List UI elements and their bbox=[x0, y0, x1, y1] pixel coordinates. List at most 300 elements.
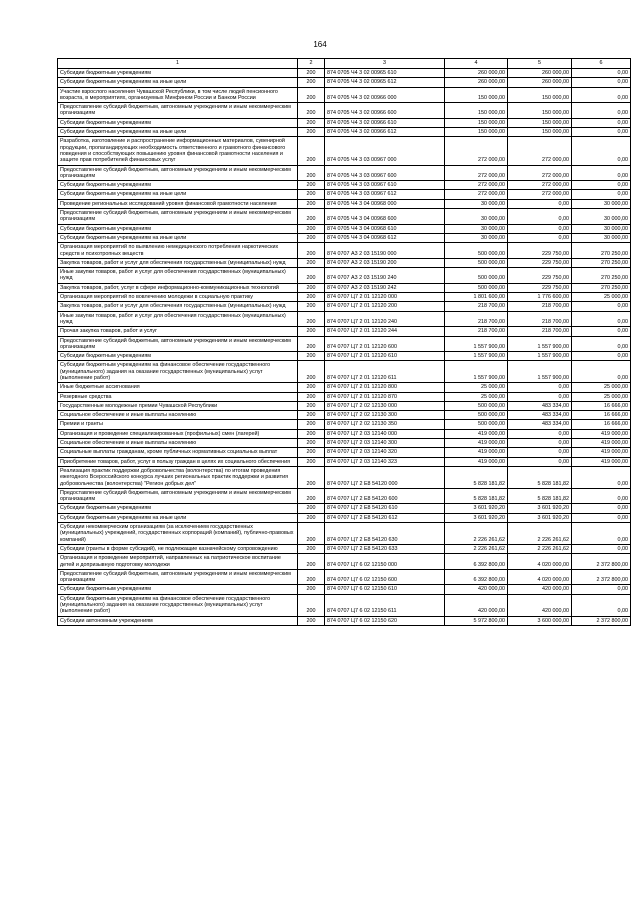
row-executed-amount-cell: 483 334,00 bbox=[508, 420, 572, 429]
table-row bbox=[58, 554, 631, 570]
row-unexecuted-amount-cell: 30 000,00 bbox=[572, 233, 631, 242]
table-row bbox=[58, 69, 631, 78]
row-executed-amount-cell: 272 000,00 bbox=[508, 181, 572, 190]
row-admin-code-cell: 200 bbox=[298, 336, 325, 352]
row-planned-amount-cell: 1 557 900,00 bbox=[445, 336, 508, 352]
row-name-cell: Субсидии автономным учреждениям bbox=[58, 616, 298, 625]
row-executed-amount-cell: 229 750,00 bbox=[508, 243, 572, 259]
row-budget-code-cell: 874 0707 А3 2 03 15190 242 bbox=[325, 283, 445, 292]
row-executed-amount-cell: 218 700,00 bbox=[508, 327, 572, 336]
row-admin-code-cell: 200 bbox=[298, 401, 325, 410]
row-unexecuted-amount-cell: 0,00 bbox=[572, 544, 631, 553]
row-executed-amount-cell: 5 828 181,82 bbox=[508, 466, 572, 488]
table-row bbox=[58, 181, 631, 190]
row-name-cell: Субсидии бюджетным учреждениям bbox=[58, 504, 298, 513]
table-row bbox=[58, 523, 631, 545]
row-budget-code-cell: 874 0707 Ц7 2 Е8 54120 630 bbox=[325, 523, 445, 545]
row-budget-code-cell: 874 0705 Ч4 3 04 00968 610 bbox=[325, 224, 445, 233]
row-budget-code-cell: 874 0707 А3 2 03 15190 200 bbox=[325, 258, 445, 267]
row-unexecuted-amount-cell: 2 372 800,00 bbox=[572, 616, 631, 625]
row-executed-amount-cell: 150 000,00 bbox=[508, 128, 572, 137]
table-row bbox=[58, 311, 631, 327]
table-row bbox=[58, 336, 631, 352]
row-admin-code-cell: 200 bbox=[298, 78, 325, 87]
row-budget-code-cell: 874 0707 Ц7 2 Е8 54120 612 bbox=[325, 513, 445, 522]
table-row bbox=[58, 283, 631, 292]
row-executed-amount-cell: 150 000,00 bbox=[508, 103, 572, 119]
row-budget-code-cell: 874 0707 Ц7 2 01 12120 240 bbox=[325, 311, 445, 327]
row-executed-amount-cell: 420 000,00 bbox=[508, 585, 572, 594]
row-name-cell: Организация и проведение мероприятий, направленных на патриотическое воспитание детей и допризывную подготовку молодежи bbox=[58, 554, 298, 570]
row-admin-code-cell: 200 bbox=[298, 327, 325, 336]
table-row bbox=[58, 293, 631, 302]
row-executed-amount-cell: 2 226 261,62 bbox=[508, 544, 572, 553]
row-admin-code-cell: 200 bbox=[298, 361, 325, 383]
row-name-cell: Организация мероприятий по выявлению немедицинского потребления наркотических средств и психотропных веществ bbox=[58, 243, 298, 259]
row-planned-amount-cell: 419 000,00 bbox=[445, 448, 508, 457]
row-budget-code-cell: 874 0705 Ч4 3 04 00968 612 bbox=[325, 233, 445, 242]
row-planned-amount-cell: 1 557 900,00 bbox=[445, 361, 508, 383]
row-planned-amount-cell: 500 000,00 bbox=[445, 420, 508, 429]
row-executed-amount-cell: 0,00 bbox=[508, 457, 572, 466]
row-unexecuted-amount-cell: 270 250,00 bbox=[572, 243, 631, 259]
row-admin-code-cell: 200 bbox=[298, 69, 325, 78]
row-name-cell: Предоставление субсидий бюджетным, автономным учреждениям и иным некоммерческим организациям bbox=[58, 336, 298, 352]
row-budget-code-cell: 874 0705 Ч4 3 03 00967 610 bbox=[325, 181, 445, 190]
row-executed-amount-cell: 0,00 bbox=[508, 448, 572, 457]
table-row bbox=[58, 457, 631, 466]
header-cell: 5 bbox=[508, 59, 572, 69]
row-planned-amount-cell: 30 000,00 bbox=[445, 233, 508, 242]
row-unexecuted-amount-cell: 16 666,00 bbox=[572, 401, 631, 410]
row-planned-amount-cell: 500 000,00 bbox=[445, 243, 508, 259]
row-budget-code-cell: 874 0707 Ц7 2 02 12130 350 bbox=[325, 420, 445, 429]
row-unexecuted-amount-cell: 30 000,00 bbox=[572, 209, 631, 225]
row-budget-code-cell: 874 0707 Ц7 2 02 12130 300 bbox=[325, 411, 445, 420]
row-budget-code-cell: 874 0707 Ц7 2 Е8 54120 600 bbox=[325, 488, 445, 504]
row-name-cell: Предоставление субсидий бюджетным, автономным учреждениям и иным некоммерческим организациям bbox=[58, 488, 298, 504]
row-executed-amount-cell: 0,00 bbox=[508, 233, 572, 242]
row-admin-code-cell: 200 bbox=[298, 352, 325, 361]
row-admin-code-cell: 200 bbox=[298, 165, 325, 181]
row-name-cell: Предоставление субсидий бюджетным, автономным учреждениям и иным некоммерческим организациям bbox=[58, 209, 298, 225]
table-row bbox=[58, 411, 631, 420]
row-admin-code-cell: 200 bbox=[298, 181, 325, 190]
row-name-cell: Субсидии бюджетным учреждениям bbox=[58, 118, 298, 127]
row-budget-code-cell: 874 0707 Ц7 2 01 12120 611 bbox=[325, 361, 445, 383]
row-unexecuted-amount-cell: 0,00 bbox=[572, 361, 631, 383]
row-unexecuted-amount-cell: 0,00 bbox=[572, 69, 631, 78]
row-unexecuted-amount-cell: 0,00 bbox=[572, 594, 631, 616]
row-executed-amount-cell: 483 334,00 bbox=[508, 401, 572, 410]
row-planned-amount-cell: 420 000,00 bbox=[445, 594, 508, 616]
row-budget-code-cell: 874 0705 Ч4 3 02 00965 610 bbox=[325, 69, 445, 78]
row-unexecuted-amount-cell: 0,00 bbox=[572, 165, 631, 181]
row-planned-amount-cell: 260 000,00 bbox=[445, 69, 508, 78]
row-admin-code-cell: 200 bbox=[298, 293, 325, 302]
row-admin-code-cell: 200 bbox=[298, 103, 325, 119]
row-planned-amount-cell: 419 000,00 bbox=[445, 429, 508, 438]
row-budget-code-cell: 874 0707 Ц7 2 01 12120 610 bbox=[325, 352, 445, 361]
row-admin-code-cell: 200 bbox=[298, 383, 325, 392]
row-unexecuted-amount-cell: 270 250,00 bbox=[572, 258, 631, 267]
row-admin-code-cell: 200 bbox=[298, 233, 325, 242]
row-name-cell: Премии и гранты bbox=[58, 420, 298, 429]
row-executed-amount-cell: 272 000,00 bbox=[508, 190, 572, 199]
row-planned-amount-cell: 150 000,00 bbox=[445, 87, 508, 103]
row-name-cell: Субсидии бюджетным учреждениям bbox=[58, 69, 298, 78]
row-executed-amount-cell: 1 557 900,00 bbox=[508, 352, 572, 361]
row-name-cell: Организация мероприятий по вовлечению молодежи в социальную практику bbox=[58, 293, 298, 302]
row-admin-code-cell: 200 bbox=[298, 448, 325, 457]
row-name-cell: Участие взрослого населения Чувашской Республики, в том числе людей пенсионного возраста, в мероприятиях, организуемых Минфином России и Банком России bbox=[58, 87, 298, 103]
row-name-cell: Социальное обеспечение и иные выплаты населению bbox=[58, 439, 298, 448]
row-unexecuted-amount-cell: 25 000,00 bbox=[572, 293, 631, 302]
row-admin-code-cell: 200 bbox=[298, 439, 325, 448]
row-admin-code-cell: 200 bbox=[298, 457, 325, 466]
row-executed-amount-cell: 0,00 bbox=[508, 199, 572, 208]
row-executed-amount-cell: 3 601 920,20 bbox=[508, 513, 572, 522]
row-unexecuted-amount-cell: 16 666,00 bbox=[572, 420, 631, 429]
row-name-cell: Субсидии бюджетным учреждениям на финансовое обеспечение государственного (муниципального) задания на оказание государственных (муниципальных) услуг (выполнение работ) bbox=[58, 594, 298, 616]
row-name-cell: Проведение региональных исследований уровня финансовой грамотности населения bbox=[58, 199, 298, 208]
row-admin-code-cell: 200 bbox=[298, 513, 325, 522]
row-budget-code-cell: 874 0707 Ц7 2 01 12120 200 bbox=[325, 302, 445, 311]
row-budget-code-cell: 874 0707 Ц7 2 01 12120 800 bbox=[325, 383, 445, 392]
row-unexecuted-amount-cell: 419 000,00 bbox=[572, 448, 631, 457]
row-unexecuted-amount-cell: 0,00 bbox=[572, 523, 631, 545]
row-admin-code-cell: 200 bbox=[298, 466, 325, 488]
row-planned-amount-cell: 30 000,00 bbox=[445, 224, 508, 233]
row-name-cell: Иные бюджетные ассигнования bbox=[58, 383, 298, 392]
row-executed-amount-cell: 260 000,00 bbox=[508, 78, 572, 87]
row-budget-code-cell: 874 0707 Ц7 2 Е8 54120 633 bbox=[325, 544, 445, 553]
row-name-cell: Государственные молодежные премии Чувашской Республики bbox=[58, 401, 298, 410]
row-planned-amount-cell: 500 000,00 bbox=[445, 258, 508, 267]
row-name-cell: Организация и проведение специализированных (профильных) смен (лагерей) bbox=[58, 429, 298, 438]
row-executed-amount-cell: 0,00 bbox=[508, 392, 572, 401]
row-unexecuted-amount-cell: 16 666,00 bbox=[572, 411, 631, 420]
row-executed-amount-cell: 3 601 920,20 bbox=[508, 504, 572, 513]
table-row bbox=[58, 448, 631, 457]
header-cell: 2 bbox=[298, 59, 325, 69]
table-row bbox=[58, 190, 631, 199]
row-admin-code-cell: 200 bbox=[298, 268, 325, 284]
row-planned-amount-cell: 30 000,00 bbox=[445, 199, 508, 208]
table-row bbox=[58, 233, 631, 242]
table-row bbox=[58, 103, 631, 119]
row-planned-amount-cell: 218 700,00 bbox=[445, 327, 508, 336]
row-planned-amount-cell: 419 000,00 bbox=[445, 439, 508, 448]
row-admin-code-cell: 200 bbox=[298, 544, 325, 553]
row-executed-amount-cell: 150 000,00 bbox=[508, 87, 572, 103]
row-unexecuted-amount-cell: 0,00 bbox=[572, 128, 631, 137]
row-admin-code-cell: 200 bbox=[298, 488, 325, 504]
row-budget-code-cell: 874 0705 Ч4 3 03 00967 612 bbox=[325, 190, 445, 199]
row-unexecuted-amount-cell: 0,00 bbox=[572, 336, 631, 352]
row-budget-code-cell: 874 0707 Ц7 2 Е8 54120 610 bbox=[325, 504, 445, 513]
row-executed-amount-cell: 0,00 bbox=[508, 209, 572, 225]
table-row bbox=[58, 199, 631, 208]
row-unexecuted-amount-cell: 0,00 bbox=[572, 504, 631, 513]
row-name-cell: Субсидии бюджетным учреждениям bbox=[58, 224, 298, 233]
row-admin-code-cell: 200 bbox=[298, 594, 325, 616]
row-planned-amount-cell: 3 601 920,20 bbox=[445, 504, 508, 513]
row-executed-amount-cell: 5 828 181,82 bbox=[508, 488, 572, 504]
row-planned-amount-cell: 150 000,00 bbox=[445, 128, 508, 137]
row-budget-code-cell: 874 0707 Ц7 2 03 12140 000 bbox=[325, 429, 445, 438]
row-budget-code-cell: 874 0707 А3 2 03 15190 000 bbox=[325, 243, 445, 259]
header-cell: 3 bbox=[325, 59, 445, 69]
row-admin-code-cell: 200 bbox=[298, 523, 325, 545]
table-row bbox=[58, 594, 631, 616]
row-executed-amount-cell: 1 557 900,00 bbox=[508, 336, 572, 352]
table-row bbox=[58, 616, 631, 625]
row-unexecuted-amount-cell: 0,00 bbox=[572, 181, 631, 190]
row-unexecuted-amount-cell: 0,00 bbox=[572, 327, 631, 336]
table-row bbox=[58, 209, 631, 225]
row-admin-code-cell: 200 bbox=[298, 199, 325, 208]
row-name-cell: Субсидии бюджетным учреждениям bbox=[58, 352, 298, 361]
table-row bbox=[58, 504, 631, 513]
row-planned-amount-cell: 6 392 800,00 bbox=[445, 554, 508, 570]
row-planned-amount-cell: 272 000,00 bbox=[445, 137, 508, 165]
table-row bbox=[58, 361, 631, 383]
table-row bbox=[58, 585, 631, 594]
row-admin-code-cell: 200 bbox=[298, 209, 325, 225]
row-name-cell: Социальные выплаты гражданам, кроме публичных нормативных социальных выплат bbox=[58, 448, 298, 457]
row-unexecuted-amount-cell: 0,00 bbox=[572, 302, 631, 311]
row-unexecuted-amount-cell: 0,00 bbox=[572, 352, 631, 361]
row-name-cell: Реализация практик поддержки добровольчества (волонтерства) по итогам проведения ежегодного Всероссийского конкурса лучших региональных практик поддержки и развития добровольчества (волонтерства) "Регион добрых дел" bbox=[58, 466, 298, 488]
row-admin-code-cell: 200 bbox=[298, 243, 325, 259]
table-row bbox=[58, 383, 631, 392]
table-row bbox=[58, 78, 631, 87]
row-admin-code-cell: 200 bbox=[298, 585, 325, 594]
row-name-cell: Иные закупки товаров, работ и услуг для обеспечения государственных (муниципальных) нужд bbox=[58, 311, 298, 327]
row-budget-code-cell: 874 0707 Ц7 2 01 12120 870 bbox=[325, 392, 445, 401]
row-planned-amount-cell: 272 000,00 bbox=[445, 165, 508, 181]
row-admin-code-cell: 200 bbox=[298, 87, 325, 103]
table-row bbox=[58, 327, 631, 336]
row-executed-amount-cell: 150 000,00 bbox=[508, 118, 572, 127]
row-unexecuted-amount-cell: 419 000,00 bbox=[572, 429, 631, 438]
row-name-cell: Субсидии (гранты в форме субсидий), не подлежащие казначейскому сопровождению bbox=[58, 544, 298, 553]
row-executed-amount-cell: 4 020 000,00 bbox=[508, 554, 572, 570]
row-executed-amount-cell: 229 750,00 bbox=[508, 268, 572, 284]
row-executed-amount-cell: 1 557 900,00 bbox=[508, 361, 572, 383]
table-row bbox=[58, 302, 631, 311]
row-admin-code-cell: 200 bbox=[298, 137, 325, 165]
row-admin-code-cell: 200 bbox=[298, 128, 325, 137]
row-executed-amount-cell: 2 226 261,62 bbox=[508, 523, 572, 545]
row-budget-code-cell: 874 0707 Ц7 2 01 12120 600 bbox=[325, 336, 445, 352]
row-budget-code-cell: 874 0707 Ц7 2 Е8 54120 000 bbox=[325, 466, 445, 488]
row-planned-amount-cell: 3 601 920,20 bbox=[445, 513, 508, 522]
row-budget-code-cell: 874 0705 Ч4 3 04 00968 600 bbox=[325, 209, 445, 225]
row-planned-amount-cell: 272 000,00 bbox=[445, 181, 508, 190]
row-planned-amount-cell: 260 000,00 bbox=[445, 78, 508, 87]
row-unexecuted-amount-cell: 0,00 bbox=[572, 78, 631, 87]
row-unexecuted-amount-cell: 0,00 bbox=[572, 190, 631, 199]
row-name-cell: Приобретение товаров, работ, услуг в пользу граждан в целях их социального обеспечения bbox=[58, 457, 298, 466]
row-unexecuted-amount-cell: 25 000,00 bbox=[572, 392, 631, 401]
row-planned-amount-cell: 6 392 800,00 bbox=[445, 569, 508, 585]
row-planned-amount-cell: 1 557 900,00 bbox=[445, 352, 508, 361]
row-executed-amount-cell: 229 750,00 bbox=[508, 283, 572, 292]
row-unexecuted-amount-cell: 25 000,00 bbox=[572, 383, 631, 392]
row-name-cell: Субсидии бюджетным учреждениям на иные цели bbox=[58, 78, 298, 87]
row-name-cell: Субсидии бюджетным учреждениям на иные цели bbox=[58, 233, 298, 242]
row-executed-amount-cell: 260 000,00 bbox=[508, 69, 572, 78]
table-row bbox=[58, 87, 631, 103]
row-unexecuted-amount-cell: 0,00 bbox=[572, 513, 631, 522]
row-budget-code-cell: 874 0707 Ц7 2 02 12130 000 bbox=[325, 401, 445, 410]
table-row bbox=[58, 429, 631, 438]
row-unexecuted-amount-cell: 30 000,00 bbox=[572, 224, 631, 233]
row-admin-code-cell: 200 bbox=[298, 190, 325, 199]
row-admin-code-cell: 200 bbox=[298, 554, 325, 570]
row-unexecuted-amount-cell: 0,00 bbox=[572, 103, 631, 119]
row-budget-code-cell: 874 0707 Ц7 2 03 12140 320 bbox=[325, 448, 445, 457]
row-admin-code-cell: 200 bbox=[298, 504, 325, 513]
row-planned-amount-cell: 2 226 261,62 bbox=[445, 523, 508, 545]
row-executed-amount-cell: 0,00 bbox=[508, 439, 572, 448]
table-row bbox=[58, 243, 631, 259]
row-planned-amount-cell: 272 000,00 bbox=[445, 190, 508, 199]
row-admin-code-cell: 200 bbox=[298, 569, 325, 585]
row-executed-amount-cell: 0,00 bbox=[508, 224, 572, 233]
row-budget-code-cell: 874 0707 Ц7 6 02 12150 610 bbox=[325, 585, 445, 594]
row-name-cell: Субсидии бюджетным учреждениям на иные цели bbox=[58, 128, 298, 137]
row-unexecuted-amount-cell: 0,00 bbox=[572, 87, 631, 103]
row-budget-code-cell: 874 0707 Ц7 2 01 12120 244 bbox=[325, 327, 445, 336]
row-planned-amount-cell: 500 000,00 bbox=[445, 401, 508, 410]
row-name-cell: Субсидии бюджетным учреждениям на иные цели bbox=[58, 513, 298, 522]
table-row bbox=[58, 569, 631, 585]
row-admin-code-cell: 200 bbox=[298, 429, 325, 438]
row-unexecuted-amount-cell: 419 000,00 bbox=[572, 439, 631, 448]
row-name-cell: Предоставление субсидий бюджетным, автономным учреждениям и иным некоммерческим организациям bbox=[58, 165, 298, 181]
row-name-cell: Социальное обеспечение и иные выплаты населению bbox=[58, 411, 298, 420]
row-planned-amount-cell: 30 000,00 bbox=[445, 209, 508, 225]
row-name-cell: Субсидии бюджетным учреждениям на иные цели bbox=[58, 190, 298, 199]
table-row bbox=[58, 268, 631, 284]
row-name-cell: Прочая закупка товаров, работ и услуг bbox=[58, 327, 298, 336]
table-row bbox=[58, 401, 631, 410]
row-budget-code-cell: 874 0705 Ч4 3 02 00966 600 bbox=[325, 103, 445, 119]
row-executed-amount-cell: 0,00 bbox=[508, 429, 572, 438]
table-row bbox=[58, 439, 631, 448]
row-unexecuted-amount-cell: 0,00 bbox=[572, 311, 631, 327]
table-row bbox=[58, 420, 631, 429]
row-admin-code-cell: 200 bbox=[298, 616, 325, 625]
row-executed-amount-cell: 483 334,00 bbox=[508, 411, 572, 420]
row-budget-code-cell: 874 0707 А3 2 03 15190 240 bbox=[325, 268, 445, 284]
header-cell: 1 bbox=[58, 59, 298, 69]
row-unexecuted-amount-cell: 0,00 bbox=[572, 137, 631, 165]
row-planned-amount-cell: 2 226 261,62 bbox=[445, 544, 508, 553]
row-admin-code-cell: 200 bbox=[298, 420, 325, 429]
row-planned-amount-cell: 218 700,00 bbox=[445, 302, 508, 311]
row-budget-code-cell: 874 0707 Ц7 6 02 12150 611 bbox=[325, 594, 445, 616]
row-executed-amount-cell: 0,00 bbox=[508, 383, 572, 392]
row-planned-amount-cell: 500 000,00 bbox=[445, 411, 508, 420]
table-row bbox=[58, 224, 631, 233]
row-name-cell: Закупка товаров, работ, услуг в сфере информационно-коммуникационных технологий bbox=[58, 283, 298, 292]
row-unexecuted-amount-cell: 0,00 bbox=[572, 488, 631, 504]
row-planned-amount-cell: 500 000,00 bbox=[445, 283, 508, 292]
row-executed-amount-cell: 272 000,00 bbox=[508, 137, 572, 165]
table-row bbox=[58, 118, 631, 127]
table-row bbox=[58, 513, 631, 522]
row-planned-amount-cell: 5 972 800,00 bbox=[445, 616, 508, 625]
row-admin-code-cell: 200 bbox=[298, 411, 325, 420]
row-executed-amount-cell: 4 020 000,00 bbox=[508, 569, 572, 585]
row-unexecuted-amount-cell: 270 250,00 bbox=[572, 283, 631, 292]
row-budget-code-cell: 874 0707 Ц7 6 02 12150 000 bbox=[325, 554, 445, 570]
row-executed-amount-cell: 3 600 000,00 bbox=[508, 616, 572, 625]
row-budget-code-cell: 874 0707 Ц7 2 03 12140 300 bbox=[325, 439, 445, 448]
row-budget-code-cell: 874 0705 Ч4 3 02 00966 610 bbox=[325, 118, 445, 127]
row-name-cell: Закупка товаров, работ и услуг для обеспечения государственных (муниципальных) нужд bbox=[58, 258, 298, 267]
row-admin-code-cell: 200 bbox=[298, 311, 325, 327]
row-name-cell: Субсидии некоммерческим организациям (за исключением государственных (муниципальных) учреждений, государственных корпораций (компаний), публично-правовых компаний) bbox=[58, 523, 298, 545]
row-budget-code-cell: 874 0705 Ч4 3 02 00966 000 bbox=[325, 87, 445, 103]
table-row bbox=[58, 392, 631, 401]
row-executed-amount-cell: 229 750,00 bbox=[508, 258, 572, 267]
row-budget-code-cell: 874 0705 Ч4 3 04 00968 000 bbox=[325, 199, 445, 208]
row-name-cell: Резервные средства bbox=[58, 392, 298, 401]
table-header-row bbox=[58, 59, 631, 69]
row-budget-code-cell: 874 0705 Ч4 3 03 00967 000 bbox=[325, 137, 445, 165]
row-planned-amount-cell: 5 828 181,82 bbox=[445, 488, 508, 504]
row-name-cell: Субсидии бюджетным учреждениям bbox=[58, 181, 298, 190]
row-planned-amount-cell: 5 828 181,82 bbox=[445, 466, 508, 488]
row-budget-code-cell: 874 0705 Ч4 3 02 00966 612 bbox=[325, 128, 445, 137]
row-planned-amount-cell: 218 700,00 bbox=[445, 311, 508, 327]
row-planned-amount-cell: 150 000,00 bbox=[445, 118, 508, 127]
row-admin-code-cell: 200 bbox=[298, 118, 325, 127]
row-name-cell: Субсидии бюджетным учреждениям на финансовое обеспечение государственного (муниципального) задания на оказание государственных (муниципальных) услуг (выполнение работ) bbox=[58, 361, 298, 383]
row-budget-code-cell: 874 0705 Ч4 3 03 00967 600 bbox=[325, 165, 445, 181]
row-planned-amount-cell: 419 000,00 bbox=[445, 457, 508, 466]
row-admin-code-cell: 200 bbox=[298, 224, 325, 233]
row-executed-amount-cell: 272 000,00 bbox=[508, 165, 572, 181]
table-row bbox=[58, 544, 631, 553]
row-planned-amount-cell: 500 000,00 bbox=[445, 268, 508, 284]
table-row bbox=[58, 488, 631, 504]
row-unexecuted-amount-cell: 2 372 800,00 bbox=[572, 554, 631, 570]
row-admin-code-cell: 200 bbox=[298, 302, 325, 311]
row-planned-amount-cell: 1 801 600,00 bbox=[445, 293, 508, 302]
row-unexecuted-amount-cell: 0,00 bbox=[572, 118, 631, 127]
row-name-cell: Закупка товаров, работ и услуг для обеспечения государственных (муниципальных) нужд bbox=[58, 302, 298, 311]
header-cell: 4 bbox=[445, 59, 508, 69]
row-unexecuted-amount-cell: 270 250,00 bbox=[572, 268, 631, 284]
table-row bbox=[58, 165, 631, 181]
table-row bbox=[58, 258, 631, 267]
row-admin-code-cell: 200 bbox=[298, 283, 325, 292]
row-budget-code-cell: 874 0707 Ц7 6 02 12150 600 bbox=[325, 569, 445, 585]
header-cell: 6 bbox=[572, 59, 631, 69]
row-budget-code-cell: 874 0707 Ц7 2 03 12140 323 bbox=[325, 457, 445, 466]
row-planned-amount-cell: 25 000,00 bbox=[445, 392, 508, 401]
row-admin-code-cell: 200 bbox=[298, 258, 325, 267]
row-budget-code-cell: 874 0707 Ц7 6 02 12150 620 bbox=[325, 616, 445, 625]
budget-execution-table bbox=[57, 58, 631, 626]
row-planned-amount-cell: 150 000,00 bbox=[445, 103, 508, 119]
